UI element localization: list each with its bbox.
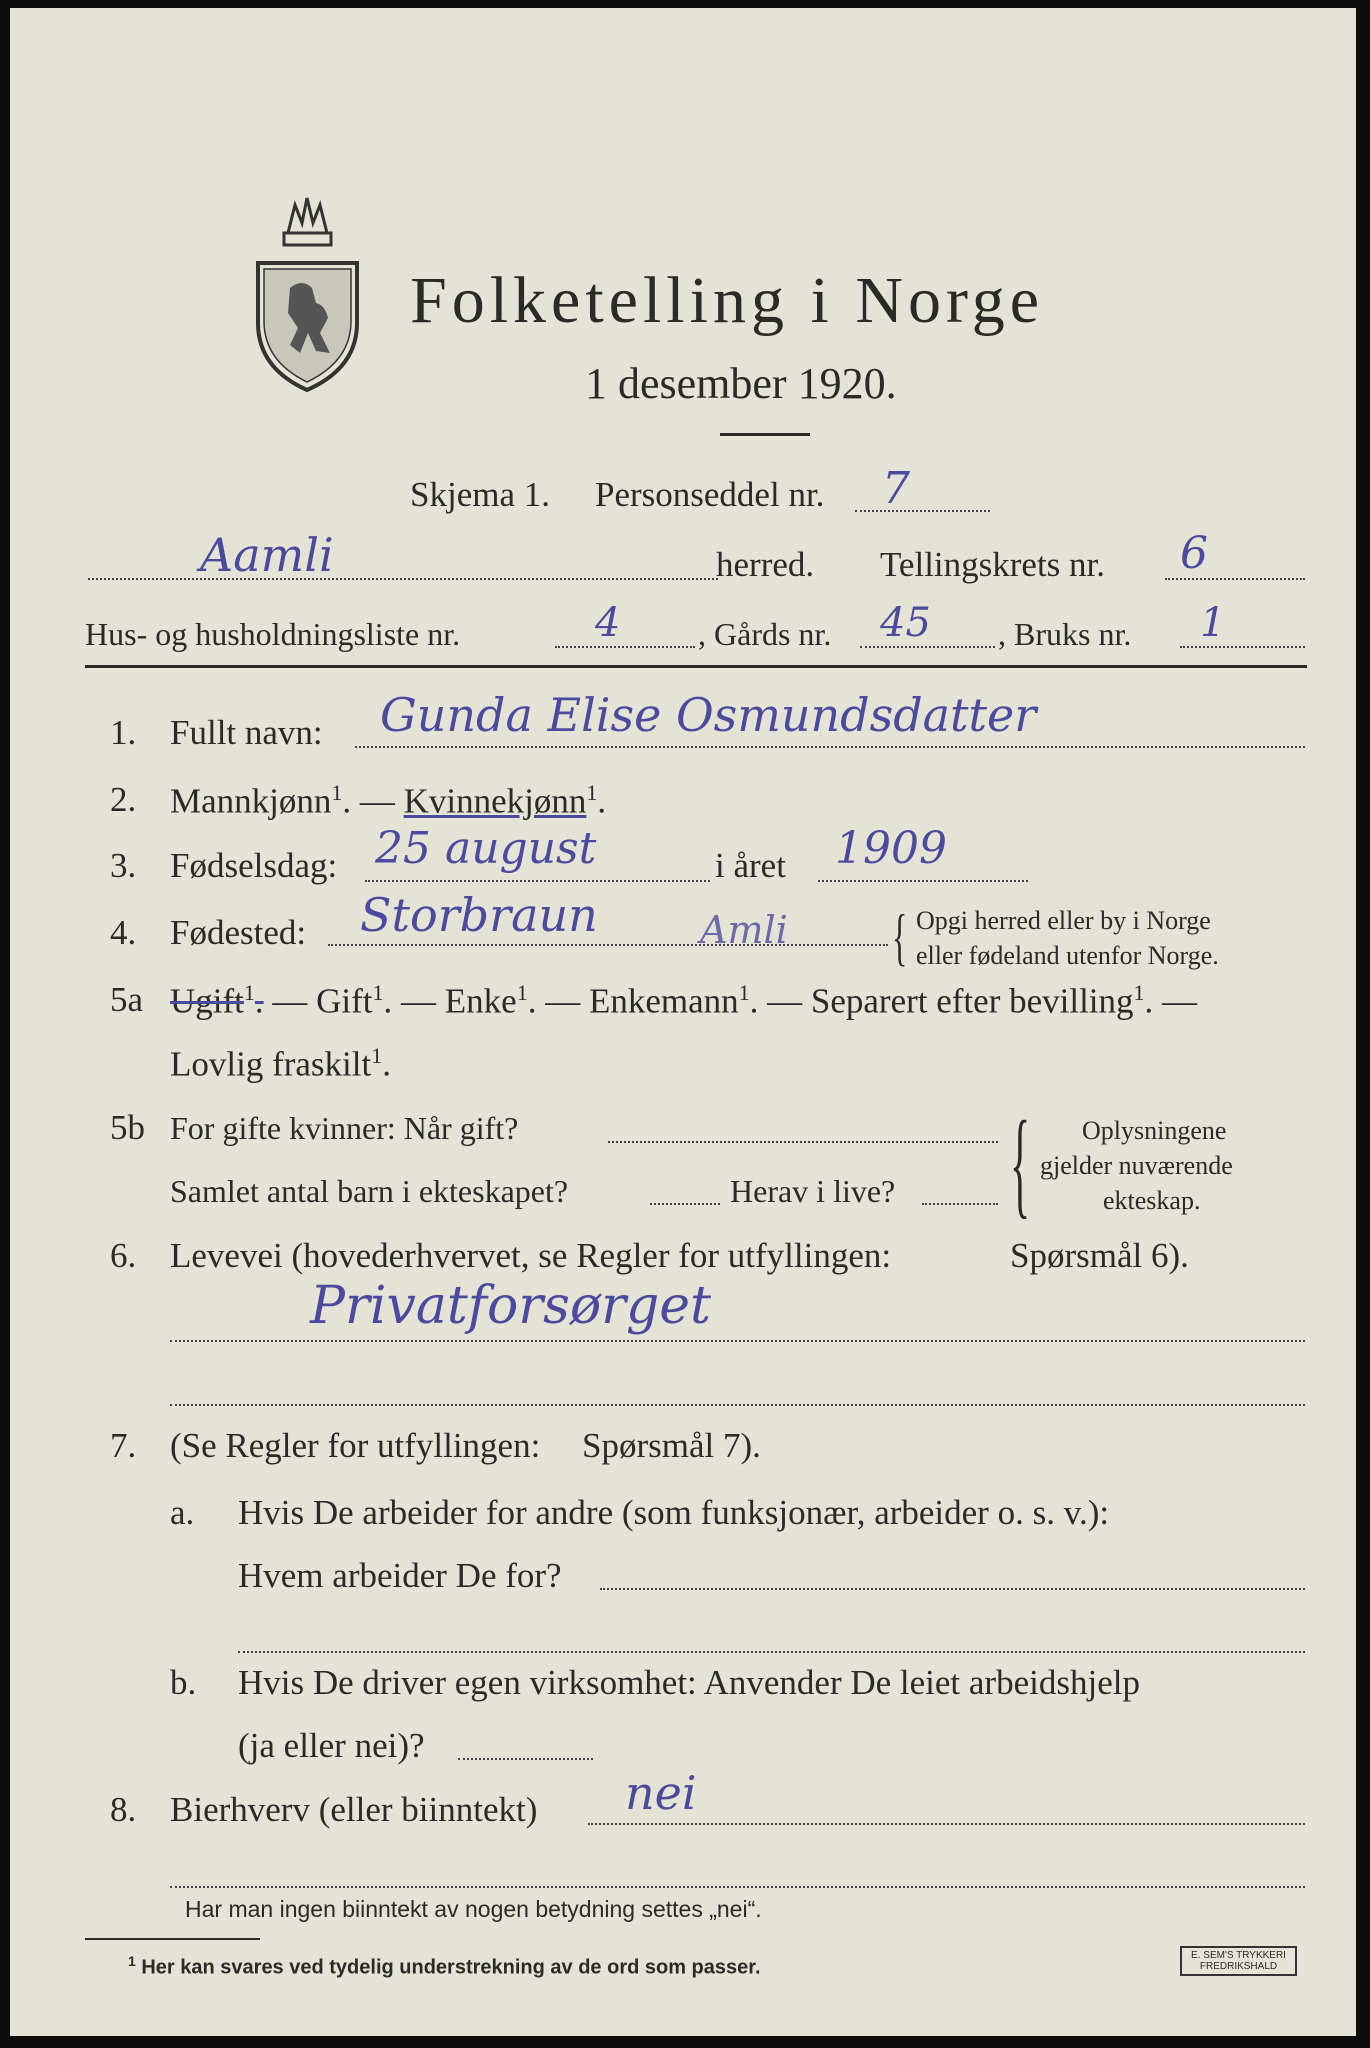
gards-value[interactable]: 45 <box>880 600 931 646</box>
q7a-text: Hvis De arbeider for andre (som funksjonær, arbeider o. s. v.): <box>238 1493 1110 1532</box>
q2-options: Mannkjønn$^1$. — Kvinnekjønn$^1$. <box>170 780 607 821</box>
q5a-enke[interactable]: Enke <box>444 981 517 1021</box>
q7b-text2: (ja eller nei)? <box>238 1726 425 1765</box>
q1-number: 1. <box>110 713 137 752</box>
printer-stamp: E. SEM'S TRYKKERI FREDRIKSHALD <box>1180 1946 1297 1976</box>
tellingskrets-label: Tellingskrets nr. <box>880 545 1106 584</box>
q5b-number: 5b <box>110 1108 145 1147</box>
q7a-line2 <box>238 1651 1305 1653</box>
herred-line <box>88 578 718 580</box>
q5b-note-brace: { <box>1010 1096 1031 1229</box>
q3-year-line <box>818 880 1028 882</box>
q2-number: 2. <box>110 780 137 819</box>
bruks-label: , Bruks nr. <box>998 616 1132 652</box>
q7-number: 7. <box>110 1426 137 1465</box>
q3-year-value[interactable]: 1909 <box>835 823 947 874</box>
title-divider <box>720 433 810 436</box>
header-rule <box>85 665 1307 668</box>
bruks-value[interactable]: 1 <box>1200 600 1226 646</box>
q8-label: Bierhverv (eller biinntekt) <box>170 1790 538 1829</box>
personseddel-value[interactable]: 7 <box>882 463 910 514</box>
q7b-line <box>458 1758 593 1760</box>
q5b-children-line <box>650 1203 720 1205</box>
q2-kvinne[interactable]: Kvinnekjønn <box>403 781 587 821</box>
gards-line <box>860 646 995 648</box>
q7a-line1 <box>600 1588 1305 1590</box>
q5a-options-2: Lovlig fraskilt$^1$. <box>170 1043 391 1084</box>
q6-line2 <box>170 1404 1305 1406</box>
personseddel-label: Personseddel nr. <box>595 475 825 514</box>
q5b-note3: ekteskap. <box>1103 1186 1201 1215</box>
census-form <box>10 8 1356 2036</box>
q5b-note2: gjelder nuværende <box>1040 1151 1233 1180</box>
q7a-text2: Hvem arbeider De for? <box>238 1556 562 1595</box>
q5a-gift[interactable]: Gift <box>316 981 373 1021</box>
tellingskrets-value[interactable]: 6 <box>1180 528 1208 579</box>
q4-line <box>328 944 888 946</box>
q5a-lovlig[interactable]: Lovlig fraskilt <box>170 1044 372 1084</box>
bruks-line <box>1180 646 1305 648</box>
q4-note1: Opgi herred eller by i Norge <box>916 906 1211 935</box>
hus-line <box>555 646 695 648</box>
q1-line <box>355 746 1305 748</box>
gards-label: , Gårds nr. <box>698 616 832 652</box>
herred-label: herred. <box>716 545 815 584</box>
q7b-letter: b. <box>170 1663 197 1702</box>
q3-day-value[interactable]: 25 august <box>375 823 597 874</box>
herred-value[interactable]: Aamli <box>200 528 334 582</box>
q6-number: 6. <box>110 1236 137 1275</box>
q6-label-end: Spørsmål 6). <box>1010 1236 1189 1275</box>
q2-mann[interactable]: Mannkjønn <box>170 781 332 821</box>
q5a-options: Ugift$^1$. — Gift$^1$. — Enke$^1$. — Enkemann$^1$. — Separert efter bevilling$^1$. — <box>170 980 1198 1021</box>
q5a-ugift[interactable]: Ugift <box>170 981 244 1021</box>
q3-number: 3. <box>110 846 137 885</box>
footnote-rule <box>85 1938 260 1940</box>
q7b-text: Hvis De driver egen virksomhet: Anvender De leiet arbeidshjelp <box>238 1663 1140 1702</box>
q6-value[interactable]: Privatforsørget <box>310 1276 711 1336</box>
q8-line1 <box>588 1823 1305 1825</box>
q4-note2: eller fødeland utenfor Norge. <box>916 941 1219 970</box>
q4-number: 4. <box>110 913 137 952</box>
personseddel-line <box>855 510 990 512</box>
q5b-line2a: Samlet antal barn i ekteskapet? <box>170 1173 569 1209</box>
q8-value[interactable]: nei <box>625 1766 697 1820</box>
skjema-label: Skjema 1. <box>410 475 550 514</box>
q7a-letter: a. <box>170 1493 195 1532</box>
q5b-line2b: Herav i live? <box>730 1173 896 1209</box>
q5a-enkemann[interactable]: Enkemann <box>588 981 739 1021</box>
q4-label: Fødested: <box>170 913 307 952</box>
hus-label: Hus- og husholdningsliste nr. <box>85 616 461 652</box>
q6-line1 <box>170 1340 1305 1342</box>
q7-label-end: Spørsmål 7). <box>582 1426 761 1465</box>
q3-day-line <box>365 880 710 882</box>
footnote-mark: 1 <box>128 1953 136 1969</box>
q5a-number: 5a <box>110 980 144 1019</box>
q1-value[interactable]: Gunda Elise Osmundsdatter <box>380 688 1037 742</box>
footer-note: Har man ingen biinntekt av nogen betydning settes „nei“. <box>185 1896 762 1922</box>
norway-coat-of-arms-icon <box>250 193 365 393</box>
q7-label: (Se Regler for utfyllingen: <box>170 1426 541 1465</box>
q5b-note1: Oplysningene <box>1082 1116 1227 1145</box>
q8-line2 <box>170 1886 1305 1888</box>
form-title: Folketelling i Norge <box>410 264 1045 337</box>
q5b-married-line <box>608 1141 998 1143</box>
q5a-separert[interactable]: Separert efter bevilling <box>810 981 1134 1021</box>
q6-label: Levevei (hovederhvervet, se Regler for utfyllingen: <box>170 1236 892 1275</box>
q5b-alive-line <box>922 1203 998 1205</box>
q4-note-brace: { <box>892 901 908 972</box>
q1-label: Fullt navn: <box>170 713 323 752</box>
q3-label: Fødselsdag: <box>170 846 338 885</box>
q4-value2[interactable]: Amli <box>700 908 788 952</box>
q8-number: 8. <box>110 1790 137 1829</box>
q5b-line1: For gifte kvinner: Når gift? <box>170 1110 519 1146</box>
q4-value1[interactable]: Storbraun <box>360 888 598 942</box>
footnote: $^1$ Her kan svares ved tydelig understrekning av de ord som passer. <box>128 1953 761 1979</box>
hus-value[interactable]: 4 <box>595 600 621 646</box>
q3-year-label: i året <box>715 846 786 885</box>
census-date: 1 desember 1920. <box>585 359 897 408</box>
